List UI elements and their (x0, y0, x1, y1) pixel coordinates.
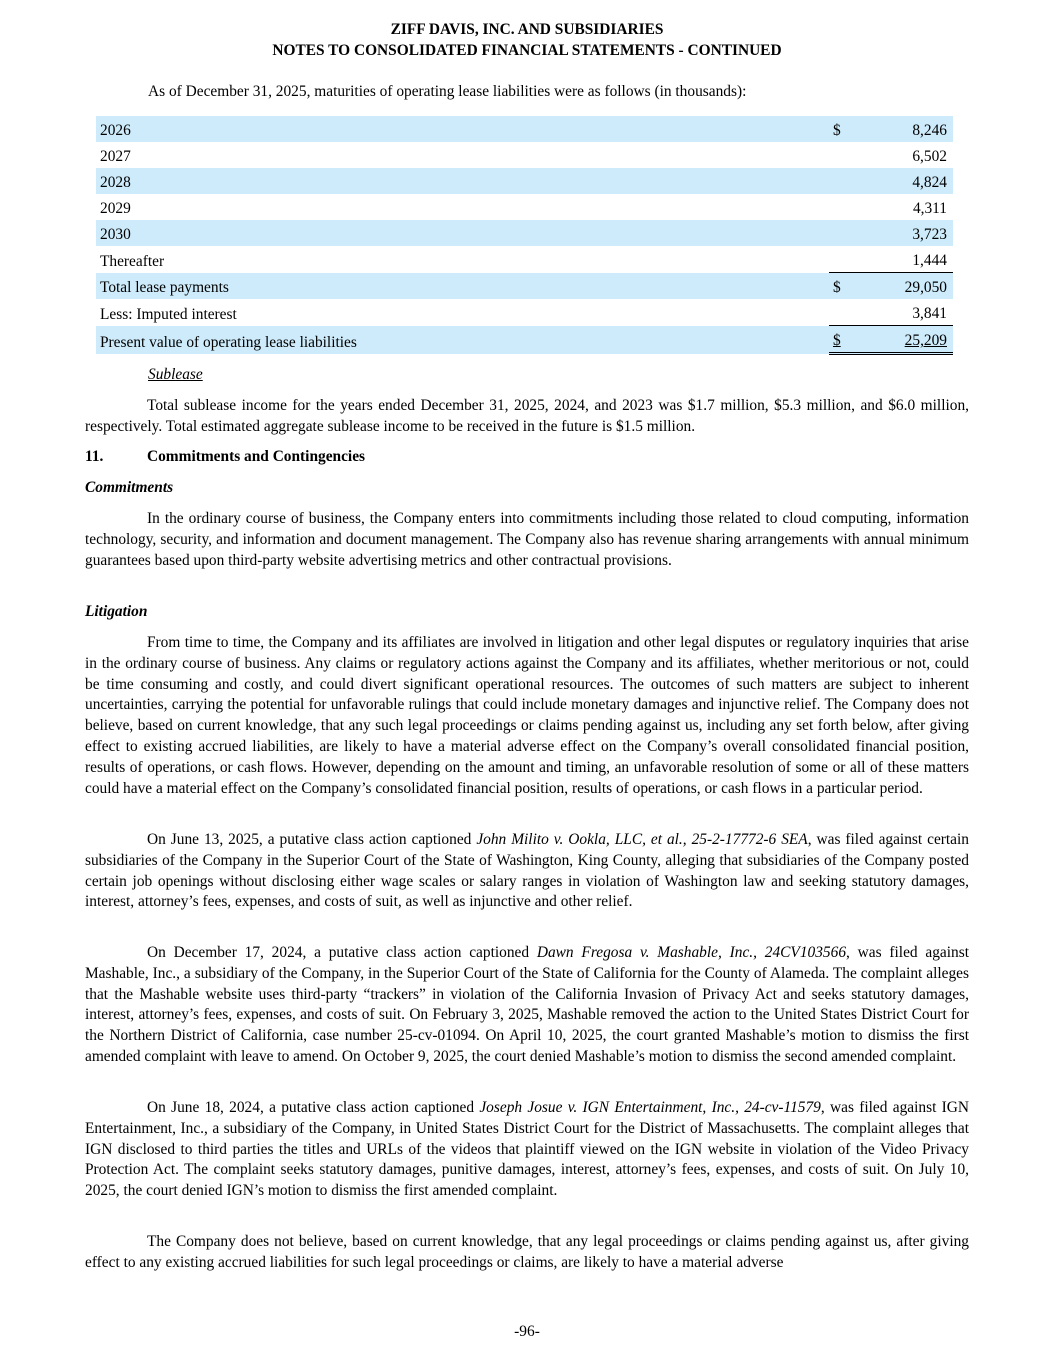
case-caption: Dawn Fregosa v. Mashable, Inc., 24CV103566 (536, 944, 847, 961)
row-value: 4,824 (855, 168, 953, 194)
section-title: Commitments and Contingencies (147, 448, 366, 465)
table-row (96, 299, 959, 326)
table-row (96, 220, 959, 246)
currency-symbol: $ (829, 116, 855, 142)
litigation-heading: Litigation (85, 603, 148, 620)
notes-header: NOTES TO CONSOLIDATED FINANCIAL STATEMENTS - CONTINUED (272, 42, 782, 59)
table-row (96, 246, 959, 273)
litigation-paragraph-milito: On June 13, 2025, a putative class action captioned John Milito v. Ookla, LLC, et al., 25-2-17772-6 SEA, was filed against certain subsidiaries of the Company in the Superior Court of the State of Washington, King County, alleging that subsidiaries of the Company posted certain job openings without disclosing either wage scales or salary ranges in violation of Washington law and seeking statutory damages, interest, attorney’s fees, expenses, and costs of suit, as well as injunctive and other relief. (85, 831, 969, 911)
table-row (96, 168, 959, 194)
table-row-total (96, 273, 959, 300)
currency-symbol (829, 246, 855, 273)
table-row-grand-total (96, 326, 959, 354)
currency-symbol (829, 299, 855, 326)
row-label: 2028 (96, 168, 829, 194)
currency-symbol (829, 220, 855, 246)
company-header: ZIFF DAVIS, INC. AND SUBSIDIARIES (390, 21, 664, 38)
section-heading (85, 447, 365, 468)
litigation-paragraph-conclusion: The Company does not believe, based on current knowledge, that any legal proceedings or claims pending against us, after giving effect to any existing accrued liabilities for such legal proceedings or claims, are likely to have a material adverse (85, 1233, 969, 1271)
case-caption: Joseph Josue v. IGN Entertainment, Inc., 24-cv-11579 (479, 1099, 821, 1116)
table-row (96, 142, 959, 168)
row-label: Thereafter (100, 252, 165, 270)
litigation-paragraph-josue: On June 18, 2024, a putative class action captioned Joseph Josue v. IGN Entertainment, Inc., 24-cv-11579, was filed against IGN Entertainment, Inc., a subsidiary of the Company, in United States District Court for the District of Massachusetts. The complaint alleges that IGN disclosed to third parties the titles and URLs of the videos that plaintiff viewed on the IGN website in violation of the Video Privacy Protection Act. The complaint seeks statutory damages, punitive damages, interest, attorney’s fees, expenses, and costs of suit. On July 10, 2025, the court denied IGN’s motion to dismiss the first amended complaint. (85, 1099, 969, 1200)
row-value: 8,246 (855, 116, 953, 142)
row-label: 2030 (96, 220, 829, 246)
lease-intro-text: As of December 31, 2025, maturities of operating lease liabilities were as follows (in thousands): (148, 83, 747, 100)
row-label: 2027 (100, 148, 131, 166)
row-value: 29,050 (855, 273, 953, 300)
row-label: Less: Imputed interest (100, 305, 237, 323)
row-value: 4,311 (912, 200, 947, 218)
sublease-heading: Sublease (148, 366, 203, 383)
row-value: 3,723 (855, 220, 953, 246)
litigation-paragraph-general: From time to time, the Company and its affiliates are involved in litigation and other legal disputes or regulatory inquiries that arise in the ordinary course of business. Any claims or regulatory actions against the Company and its affiliates, whether meritorious or not, could be time consuming and costly, and could divert significant operational resources. The outcomes of such matters are subject to inherent uncertainties, carrying the potential for unfavorable rulings that could include monetary damages and injunctive relief. The Company does not believe, based on current knowledge, that any such legal proceedings or claims pending against us, including any set forth below, after giving effect to existing accrued liabilities, are likely to have a material adverse effect on the Company’s overall consolidated financial position, results of operations, or cash flows. However, depending on the amount and timing, an unfavorable resolution of some or all of these matters could have a material effect on the Company’s consolidated financial position, results of operations, or cash flows in a particular period. (85, 634, 969, 797)
row-label: 2026 (96, 116, 829, 142)
section-number: 11. (85, 448, 104, 465)
row-value: 6,502 (912, 148, 947, 166)
row-value: 1,444 (912, 252, 947, 270)
lease-maturities-table (96, 116, 959, 355)
row-value: 25,209 (855, 326, 953, 354)
table-row (96, 116, 959, 142)
table-row (96, 194, 959, 220)
page-number: -96- (514, 1323, 540, 1340)
row-label: 2029 (100, 200, 131, 218)
currency-symbol (829, 194, 855, 220)
currency-symbol (829, 168, 855, 194)
currency-symbol: $ (829, 273, 855, 300)
row-label: Total lease payments (96, 273, 829, 300)
sublease-paragraph: Total sublease income for the years ended December 31, 2025, 2024, and 2023 was $1.7 million, $5.3 million, and $6.0 million, respectively. Total estimated aggregate sublease income to be received in the future is $1.5 million. (85, 397, 969, 435)
currency-symbol: $ (829, 326, 855, 354)
litigation-paragraph-fregosa: On December 17, 2024, a putative class action captioned Dawn Fregosa v. Mashable, Inc., 24CV103566, was filed against Mashable, Inc., a subsidiary of the Company, in the Superior Court of the State of California for the County of Alameda. The complaint alleges that the Mashable website uses third-party “trackers” in violation of the California Invasion of Privacy Act and seeks statutory damages, interest, attorney’s fees, expenses, and costs of suit. On February 3, 2025, Mashable removed the action to the United States District Court for the Northern District of California, case number 25-cv-01094. On April 10, 2025, the court granted Mashable’s motion to dismiss the first amended complaint with leave to amend. On October 9, 2025, the court denied Mashable’s motion to dismiss the second amended complaint. (85, 944, 969, 1065)
row-value: 3,841 (912, 305, 947, 323)
case-caption: John Milito v. Ookla, LLC, et al., 25-2-17772-6 SEA (476, 831, 808, 848)
commitments-heading: Commitments (85, 479, 174, 496)
currency-symbol (829, 142, 855, 168)
row-label: Present value of operating lease liabilities (96, 326, 829, 354)
commitments-paragraph: In the ordinary course of business, the Company enters into commitments including those related to cloud computing, information technology, security, and information and document management. The Company also has revenue sharing arrangements with annual minimum guarantees based upon third-party website advertising metrics and other contractual provisions. (85, 510, 969, 569)
